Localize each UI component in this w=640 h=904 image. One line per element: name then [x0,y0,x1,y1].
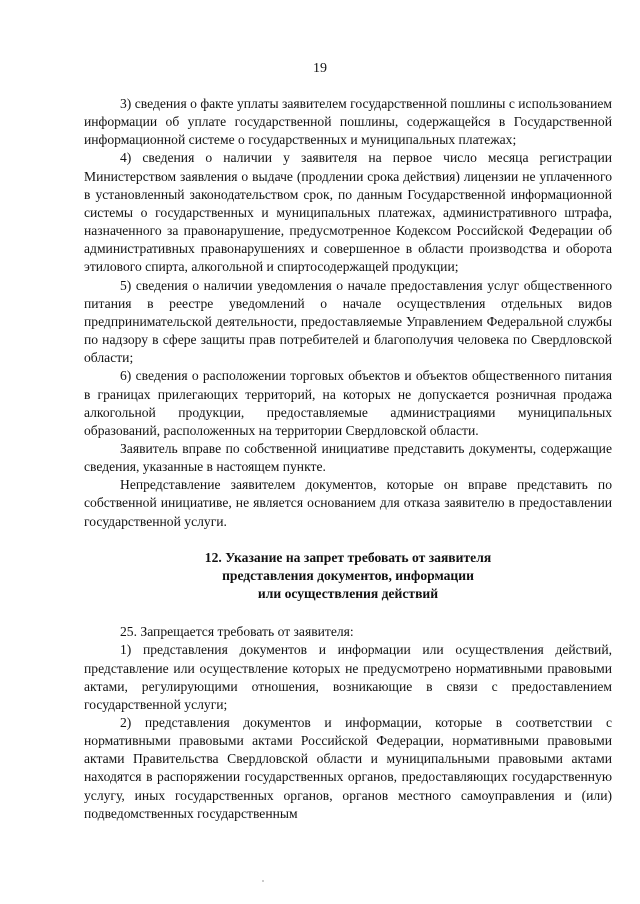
paragraph-clause-25-item-1: 1) представления документов и информации или осуществления действий, представление или осуществление которых не предусмотрено нормативными правовыми актами, регулирующими отношения, возникающие в связи с предоставлением государственной услуги; [84,642,612,712]
section-heading-line-2: представления документов, информации [222,567,474,583]
paragraph-applicant-right: Заявитель вправе по собственной инициативе представить документы, содержащие сведения, указанные в настоящем пункте. [84,440,612,475]
paragraph-clause-25-item-2: 2) представления документов и информации, которые в соответствии с нормативными правовыми актами Российской Федерации, нормативными правовыми актами Правительства Свердловской области и муниципальными правовыми актами находятся в распоряжении государственных органов, предоставляющих государственную услугу, иных государственных органов, органов местного самоуправления и (или) подведомственных государственным [84,715,612,821]
section-heading-line-1: 12. Указание на запрет требовать от заявителя [204,549,492,565]
paragraph-item-5: 5) сведения о наличии уведомления о начале предоставления услуг общественного питания в реестре уведомлений о начале осуществления отдельных видов предпринимательской деятельности, предоставляемые Управлением Федеральной службы по надзору в сфере защиты прав потребителей и благополучия человека по Свердловской области; [84,277,612,366]
section-heading-line-3: или осуществления действий [257,586,439,602]
page-number: 19 [313,61,327,76]
paragraph-non-submission: Непредставление заявителем документов, которые он вправе представить по собственной инициативе, не является основанием для отказа заявителю в предоставлении государственной услуги. [84,477,612,529]
document-body [84,95,612,823]
section-heading [84,531,612,623]
paragraph-item-3: 3) сведения о факте уплаты заявителем государственной пошлины с использованием информации об уплате государственной пошлины, содержащейся в Государственной информационной системе о государственных и муниципальных платежах; [84,96,612,148]
paragraph-item-6: 6) сведения о расположении торговых объектов и объектов общественного питания в границах прилегающих территорий, на которых не допускается розничная продажа алкогольной продукции, предоставляемые администрациями муниципальных образований, расположенных на территории Свердловской области. [84,368,612,438]
paragraph-clause-25: 25. Запрещается требовать от заявителя: [120,624,354,640]
paragraph-item-4: 4) сведения о наличии у заявителя на первое число месяца регистрации Министерством заявления о выдаче (продлении срока действия) лицензии не уплаченного в установленный законодательством срок, по данным Государственной информационной системы о государственных и муниципальных платежах, административного штрафа, назначенного за правонарушение, предусмотренное Кодексом Российской Федерации об административных правонарушениях и совершенное в области производства и оборота этилового спирта, алкогольной и спиртосодержащей продукции; [84,150,612,275]
scan-artifact-dot [262,880,264,882]
